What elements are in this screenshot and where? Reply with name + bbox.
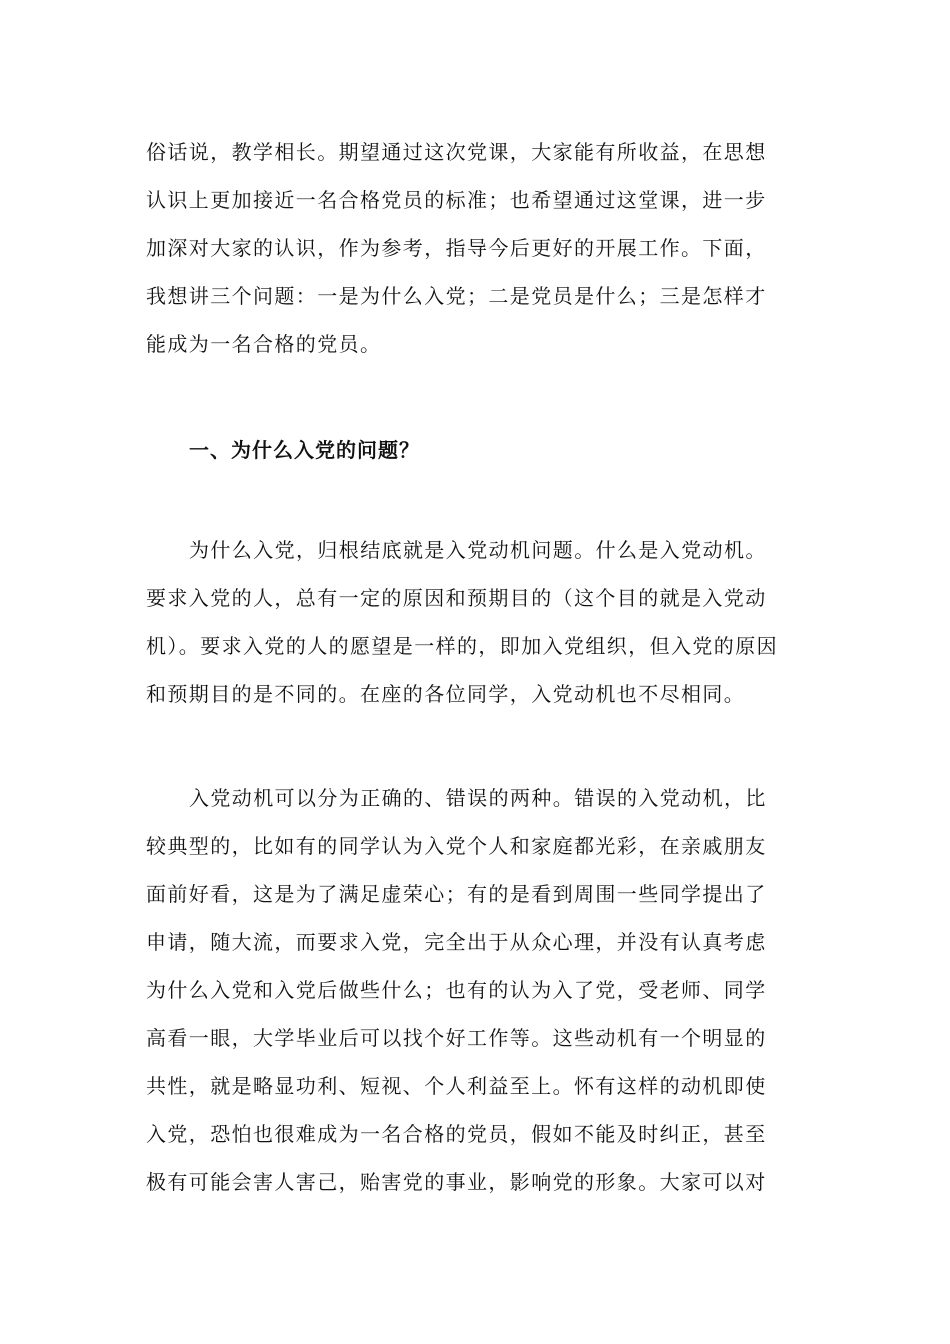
text-line: 为什么入党，归根结底就是入党动机问题。什么是入党动机。	[189, 538, 767, 562]
heading-text: 一、为什么入党的问题？	[189, 438, 420, 462]
text-line: 为什么入党和入党后做些什么；也有的认为入了党，受老师、同学	[146, 978, 767, 1002]
text-line: 认识上更加接近一名合格党员的标准；也希望通过这堂课，进一步	[146, 188, 767, 212]
paragraph-intro	[146, 128, 806, 368]
text-line: 机）。要求入党的人的愿望是一样的，即加入党组织，但入党的原因	[146, 634, 778, 658]
text-line: 入党，恐怕也很难成为一名合格的党员，假如不能及时纠正，甚至	[146, 1122, 767, 1146]
text-line: 和预期目的是不同的。在座的各位同学，入党动机也不尽相同。	[146, 682, 746, 706]
text-line: 我想讲三个问题：一是为什么入党；二是党员是什么；三是怎样才	[146, 284, 767, 308]
text-line: 能成为一名合格的党员。	[146, 332, 382, 356]
text-line: 俗话说，教学相长。期望通过这次党课，大家能有所收益，在思想	[146, 140, 767, 164]
text-line: 较典型的，比如有的同学认为入党个人和家庭都光彩，在亲戚朋友	[146, 834, 767, 858]
text-line: 极有可能会害人害己，贻害党的事业，影响党的形象。大家可以对	[146, 1170, 767, 1194]
text-line: 共性，就是略显功利、短视、个人利益至上。怀有这样的动机即使	[146, 1074, 767, 1098]
text-line: 加深对大家的认识，作为参考，指导今后更好的开展工作。下面，	[146, 236, 767, 260]
text-line: 要求入党的人，总有一定的原因和预期目的（这个目的就是入党动	[146, 586, 767, 610]
paragraph-motive-types	[146, 774, 806, 1206]
text-line: 面前好看，这是为了满足虚荣心；有的是看到周围一些同学提出了	[146, 882, 767, 906]
text-line: 高看一眼，大学毕业后可以找个好工作等。这些动机有一个明显的	[146, 1026, 767, 1050]
text-line: 入党动机可以分为正确的、错误的两种。错误的入党动机，比	[189, 786, 767, 810]
paragraph-motive-definition	[146, 526, 806, 718]
section-heading	[146, 426, 806, 474]
text-line: 申请，随大流，而要求入党，完全出于从众心理，并没有认真考虑	[146, 930, 767, 954]
